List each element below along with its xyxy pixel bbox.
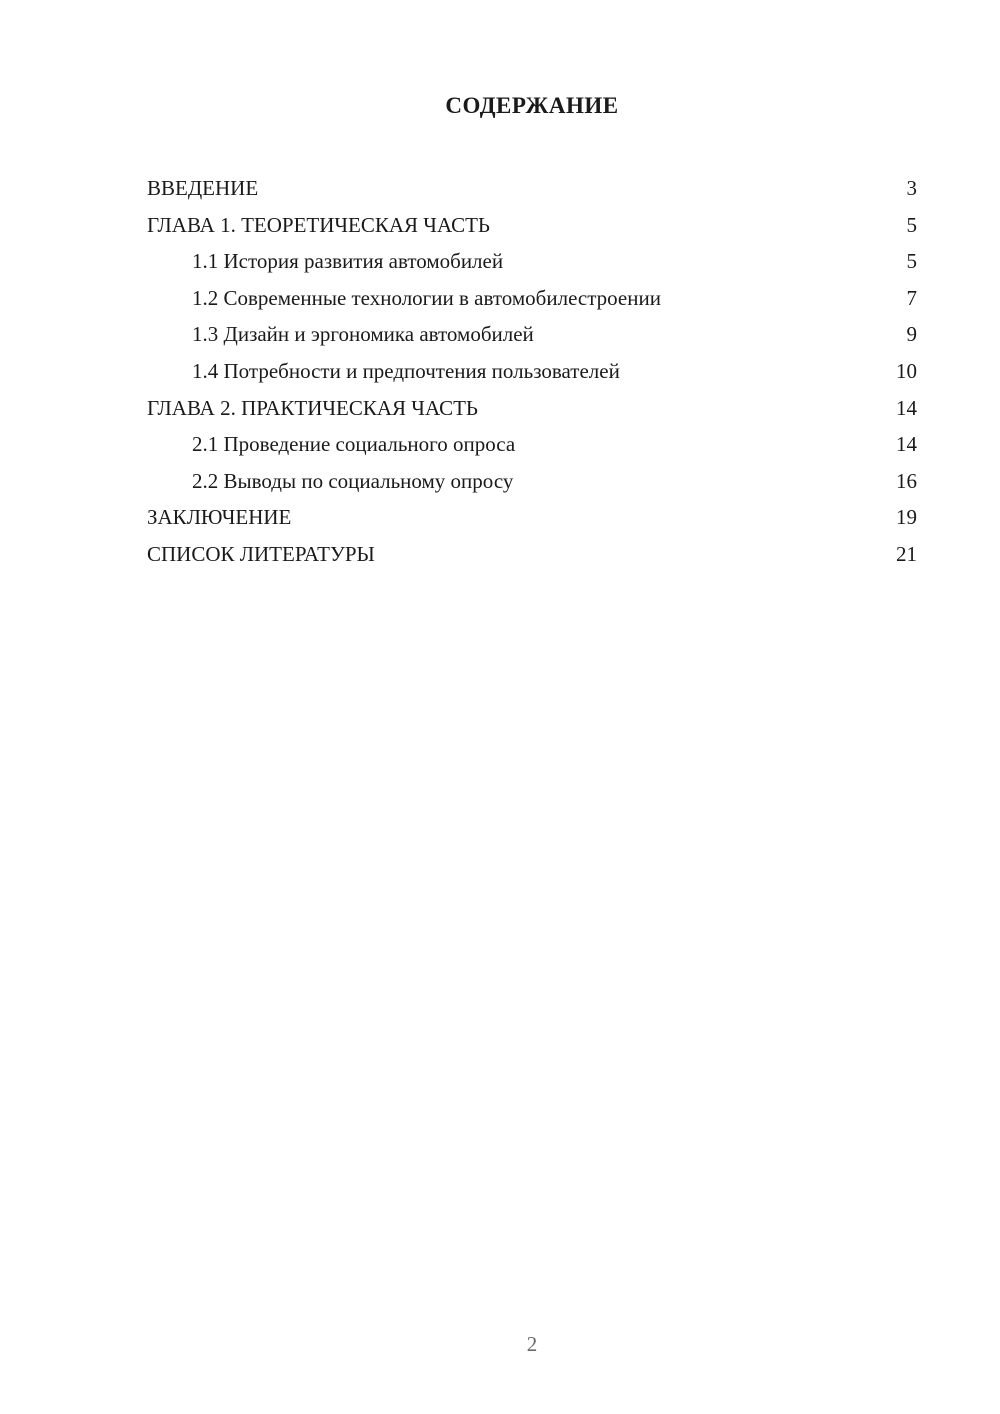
toc-entry (147, 536, 917, 573)
toc-entry-label: ЗАКЛЮЧЕНИЕ (147, 505, 292, 530)
toc-entry-page: 3 (906, 176, 917, 200)
toc-entry-label: 1.1 История развития автомобилей (192, 249, 504, 274)
toc-entry-page: 14 (896, 432, 917, 457)
toc-entry-label: 2.2 Выводы по социальному опросу (192, 468, 514, 493)
toc-entry (147, 499, 917, 536)
toc-entry-label: СПИСОК ЛИТЕРАТУРЫ (147, 541, 375, 566)
toc-entry-page: 7 (906, 285, 917, 310)
toc-list (147, 170, 917, 573)
toc-entry (147, 207, 917, 244)
toc-entry (147, 170, 917, 207)
toc-entry-label: 1.3 Дизайн и эргономика автомобилей (192, 322, 534, 347)
toc-content (147, 0, 917, 573)
toc-entry-page: 5 (906, 249, 917, 274)
toc-entry-page: 10 (896, 358, 917, 383)
toc-entry (147, 463, 917, 500)
toc-entry-label: 1.2 Современные технологии в автомобилестроении (192, 285, 661, 310)
toc-entry (147, 243, 917, 280)
toc-entry-page: 5 (906, 212, 917, 237)
toc-entry-page: 14 (896, 395, 917, 420)
toc-entry (147, 280, 917, 317)
toc-entry-label: 1.4 Потребности и предпочтения пользователей (192, 358, 620, 383)
toc-entry-label: 2.1 Проведение социального опроса (192, 432, 516, 457)
toc-entry-page: 19 (896, 505, 917, 530)
toc-entry-page: 16 (896, 468, 917, 493)
toc-entry-label: ВВЕДЕНИЕ (147, 176, 259, 200)
toc-entry (147, 316, 917, 353)
toc-entry (147, 426, 917, 463)
toc-entry-label: ГЛАВА 1. ТЕОРЕТИЧЕСКАЯ ЧАСТЬ (147, 212, 490, 237)
toc-entry-page: 9 (906, 322, 917, 347)
toc-entry-page: 21 (896, 541, 917, 566)
toc-entry (147, 353, 917, 390)
toc-entry (147, 390, 917, 427)
toc-entry-label: ГЛАВА 2. ПРАКТИЧЕСКАЯ ЧАСТЬ (147, 395, 478, 420)
page-number-footer: 2 (526, 1332, 538, 1356)
toc-title: СОДЕРЖАНИЕ (445, 93, 619, 118)
